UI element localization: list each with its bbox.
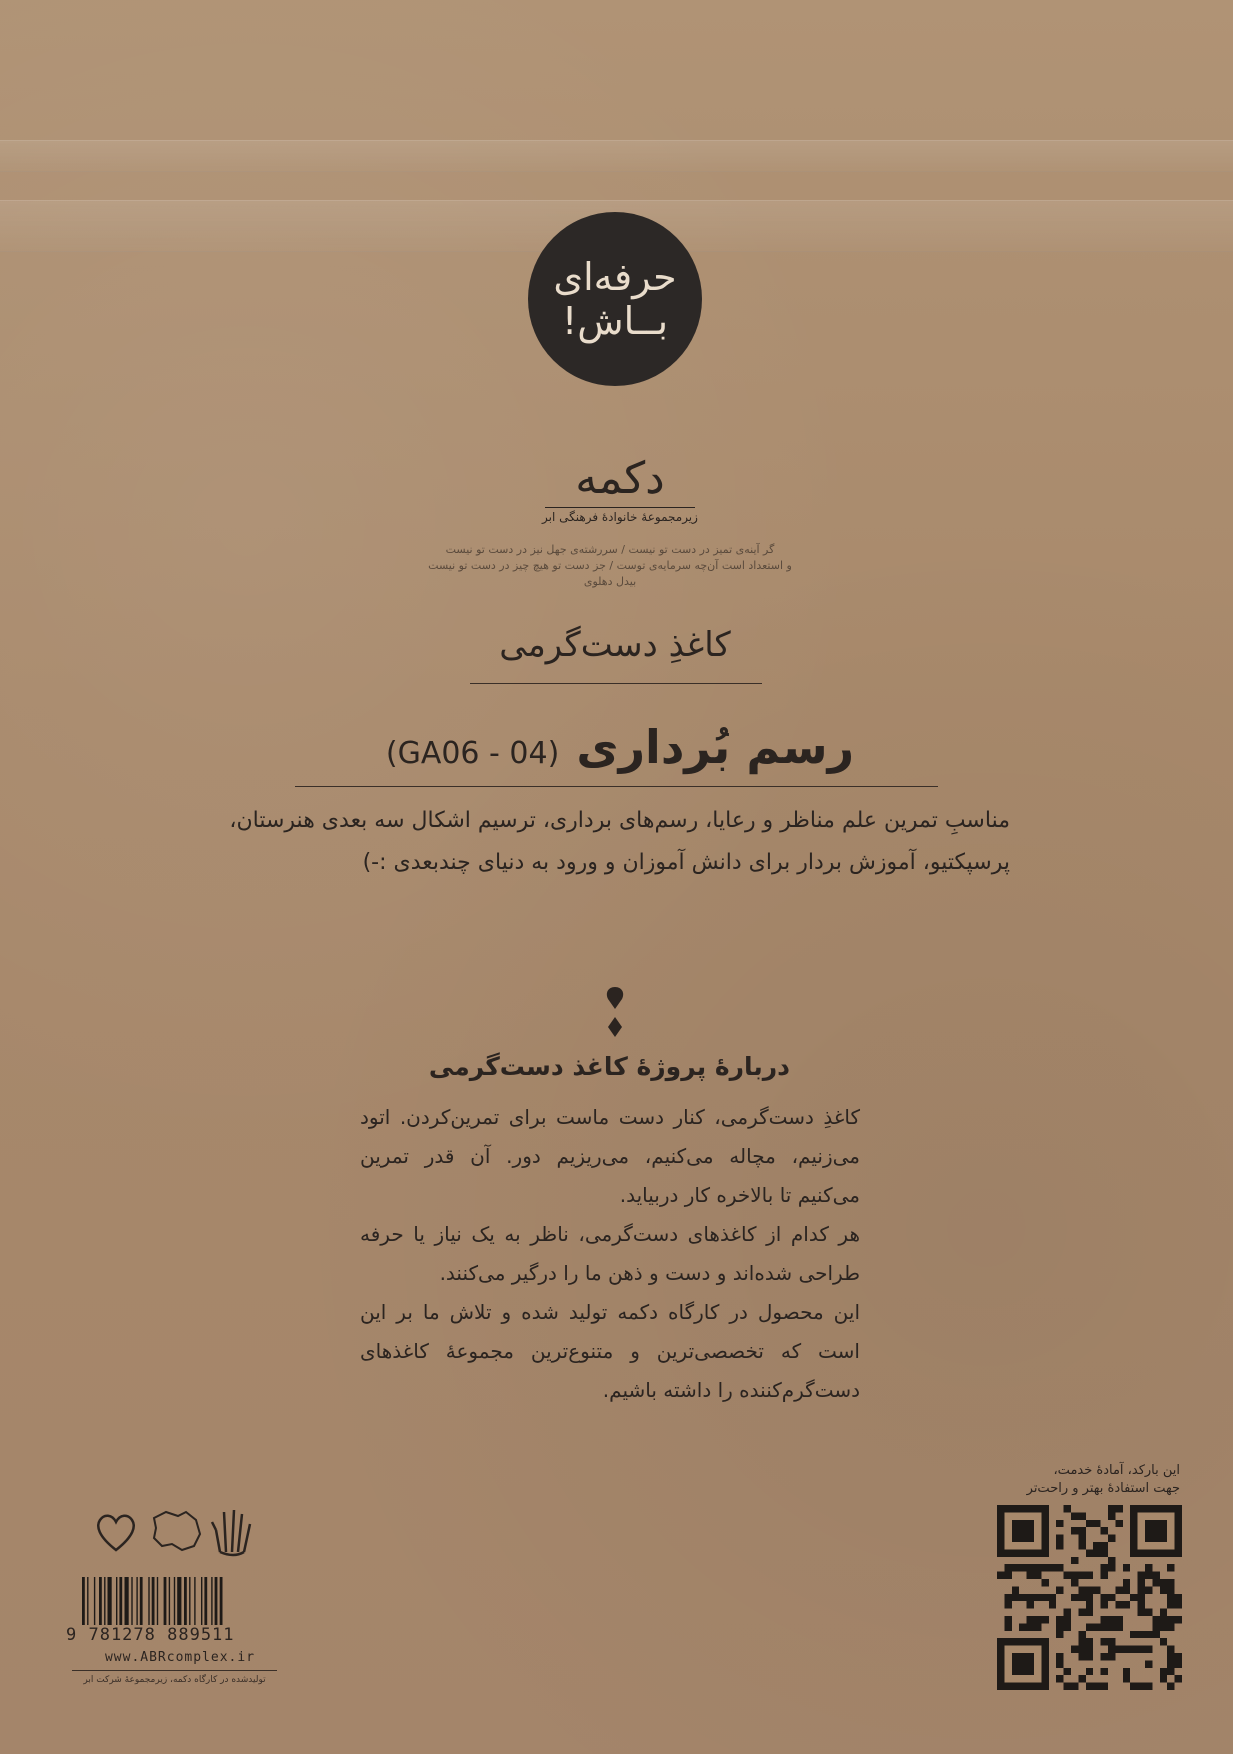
diamond-pin-icon: [600, 985, 630, 1045]
divider: [545, 507, 695, 508]
about-title: دربارهٔ پروژهٔ کاغذ دست‌گرمی: [428, 1052, 790, 1081]
product-title: [300, 720, 940, 774]
slogan-badge: [528, 212, 702, 386]
poem-line: و استعداد است آن‌چه سرمایه‌ی توست / جز دست تو هیچ چیز در دست تو نیست: [428, 559, 792, 572]
product-subtitle: کاغذِ دست‌گرمی: [499, 625, 731, 665]
iran-map-icon: [154, 1512, 200, 1550]
about-paragraph: هر کدام از کاغذهای دست‌گرمی، ناظر به یک نیاز یا حرفه طراحی شده‌اند و دست و ذهن ما را درگیر می‌کنند.: [360, 1222, 860, 1285]
about-paragraph: کاغذِ دست‌گرمی، کنار دست ماست برای تمرین‌کردن. اتود می‌زنیم، مچاله می‌کنیم، می‌ریزیم دور. آن قدر تمرین می‌کنیم تا بالاخره کار دربیاید.: [360, 1105, 860, 1207]
product-description: مناسبِ تمرین علم مناظر و رعایا، رسم‌های برداری، ترسیم اشکال سه بعدی هنرستان، پرسپکتیو، آموزش بردار برای دانش آموزان و ورود به دنیای چندبعدی :-): [229, 808, 1010, 875]
qr-code[interactable]: [997, 1505, 1182, 1690]
barcode: [80, 1577, 273, 1625]
divider: [470, 683, 762, 684]
poem-line: گر آینه‌ی تمیز در دست تو نیست / سررشته‌ی جهل نیز در دست تو نیست: [445, 543, 775, 556]
brand-logo-wordmark: دکمه: [575, 453, 665, 504]
about-paragraph: این محصول در کارگاه دکمه تولید شده و تلاش ما بر این است که تخصصی‌ترین و متنوع‌ترین مجموعهٔ کاغذهای دست‌گرم‌کننده را داشته باشیم.: [360, 1300, 860, 1402]
website-text: www.ABRcomplex.ir: [104, 1650, 256, 1665]
shrink-wrap-band: [0, 140, 1233, 172]
hand-icon: [212, 1510, 250, 1555]
poem: [395, 542, 825, 590]
qr-caption: [980, 1462, 1180, 1498]
badge-line-2: بــاش!: [561, 299, 669, 343]
product-code: (GA06 - 04): [385, 736, 560, 771]
about-body: [360, 1098, 860, 1410]
isbn-number: 9 781278 889511: [66, 1625, 235, 1645]
manufacturer-note: تولیدشده در کارگاه دکمه، زیرمجموعهٔ شرکت ابر: [83, 1675, 266, 1685]
brand-tagline: زیرمجموعهٔ خانوادهٔ فرهنگی ابر: [542, 510, 698, 524]
feature-icons: [92, 1500, 262, 1560]
badge-line-1: حرفه‌ای: [553, 255, 677, 299]
brand-logo: [420, 455, 820, 524]
poem-author: بیدل دهلوی: [583, 575, 637, 588]
heart-icon: [98, 1516, 133, 1550]
qr-caption-line: جهت استفادهٔ بهتر و راحت‌تر: [1026, 1481, 1180, 1496]
title-main: رسم بُرداری: [576, 720, 855, 774]
divider: [72, 1670, 277, 1671]
divider: [295, 786, 938, 787]
qr-caption-line: این بارکد، آمادهٔ خدمت،: [1053, 1463, 1180, 1478]
